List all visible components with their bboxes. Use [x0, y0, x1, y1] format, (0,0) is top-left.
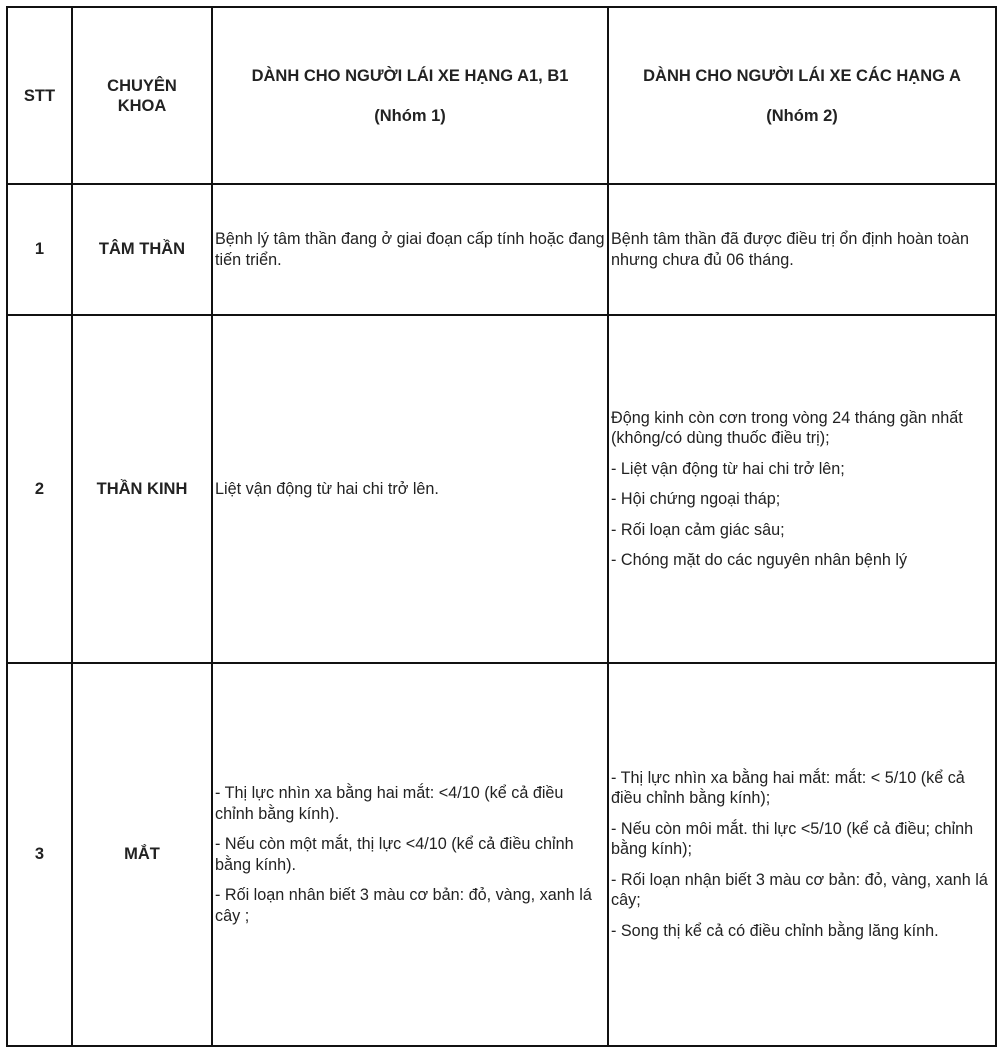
criteria-item: - Rối loạn cảm giác sâu; [611, 520, 785, 539]
health-criteria-table [6, 6, 997, 1047]
row-group-1-criteria [212, 315, 608, 663]
header-specialty-label: CHUYÊN KHOA [107, 76, 177, 115]
row-stt: 2 [7, 315, 72, 663]
criteria-item: - Hội chứng ngoại tháp; [611, 490, 781, 508]
header-group-1 [212, 7, 608, 184]
health-criteria-table-container [6, 6, 995, 1047]
criteria-item: Bệnh tâm thần đã được điều trị ổn định hoàn toàn nhưng chưa đủ 06 tháng. [611, 230, 970, 269]
row-stt: 3 [7, 663, 72, 1046]
row-group-1-criteria [212, 184, 608, 315]
criteria-item: - Rối loạn nhận biết 3 màu cơ bản: đỏ, vàng, xanh lá cây; [611, 870, 988, 910]
row-group-1-criteria [212, 663, 608, 1046]
criteria-item: - Liệt vận động từ hai chi trở lên; [611, 459, 845, 478]
row-specialty: MẮT [72, 663, 212, 1046]
criteria-item: - Thị lực nhìn xa bằng hai mắt: mắt: < 5/10 (kể cả điều chỉnh bằng kính); [611, 768, 965, 808]
header-group-1-sub: (Nhóm 1) [374, 106, 446, 125]
table-row [7, 315, 996, 663]
row-specialty: THẦN KINH [72, 315, 212, 663]
row-stt: 1 [7, 184, 72, 315]
table-header-row [7, 7, 996, 184]
criteria-item: - Chóng mặt do các nguyên nhân bệnh lý [611, 551, 908, 569]
criteria-item: - Song thị kể cả có điều chỉnh bằng lăng kính. [611, 921, 939, 940]
row-group-2-criteria [608, 663, 996, 1046]
header-group-2-title: DÀNH CHO NGƯỜI LÁI XE CÁC HẠNG A [643, 66, 961, 85]
row-group-2-criteria [608, 184, 996, 315]
header-stt: STT [7, 7, 72, 184]
criteria-item: Động kinh còn cơn trong vòng 24 tháng gần nhất (không/có dùng thuốc điều trị); [611, 408, 963, 447]
criteria-item: - Nếu còn một mắt, thị lực <4/10 (kể cả điều chỉnh bằng kính). [215, 835, 574, 874]
row-group-2-criteria [608, 315, 996, 663]
criteria-item: - Thị lực nhìn xa bằng hai mắt: <4/10 (kể cả điều chỉnh bằng kính). [215, 784, 564, 823]
header-group-2 [608, 7, 996, 184]
criteria-item: - Rối loạn nhân biết 3 màu cơ bản: đỏ, vàng, xanh lá cây ; [215, 886, 592, 925]
table-row [7, 184, 996, 315]
criteria-item: Bệnh lý tâm thần đang ở giai đoạn cấp tính hoặc đang tiến triển. [215, 230, 605, 269]
header-specialty [72, 7, 212, 184]
header-group-2-sub: (Nhóm 2) [766, 106, 838, 125]
criteria-item: - Nếu còn môi mắt. thi lực <5/10 (kể cả điều; chỉnh bằng kính); [611, 819, 974, 859]
row-specialty: TÂM THẦN [72, 184, 212, 315]
header-group-1-title: DÀNH CHO NGƯỜI LÁI XE HẠNG A1, B1 [251, 66, 569, 85]
criteria-item: Liệt vận động từ hai chi trở lên. [215, 479, 439, 498]
table-row [7, 663, 996, 1046]
